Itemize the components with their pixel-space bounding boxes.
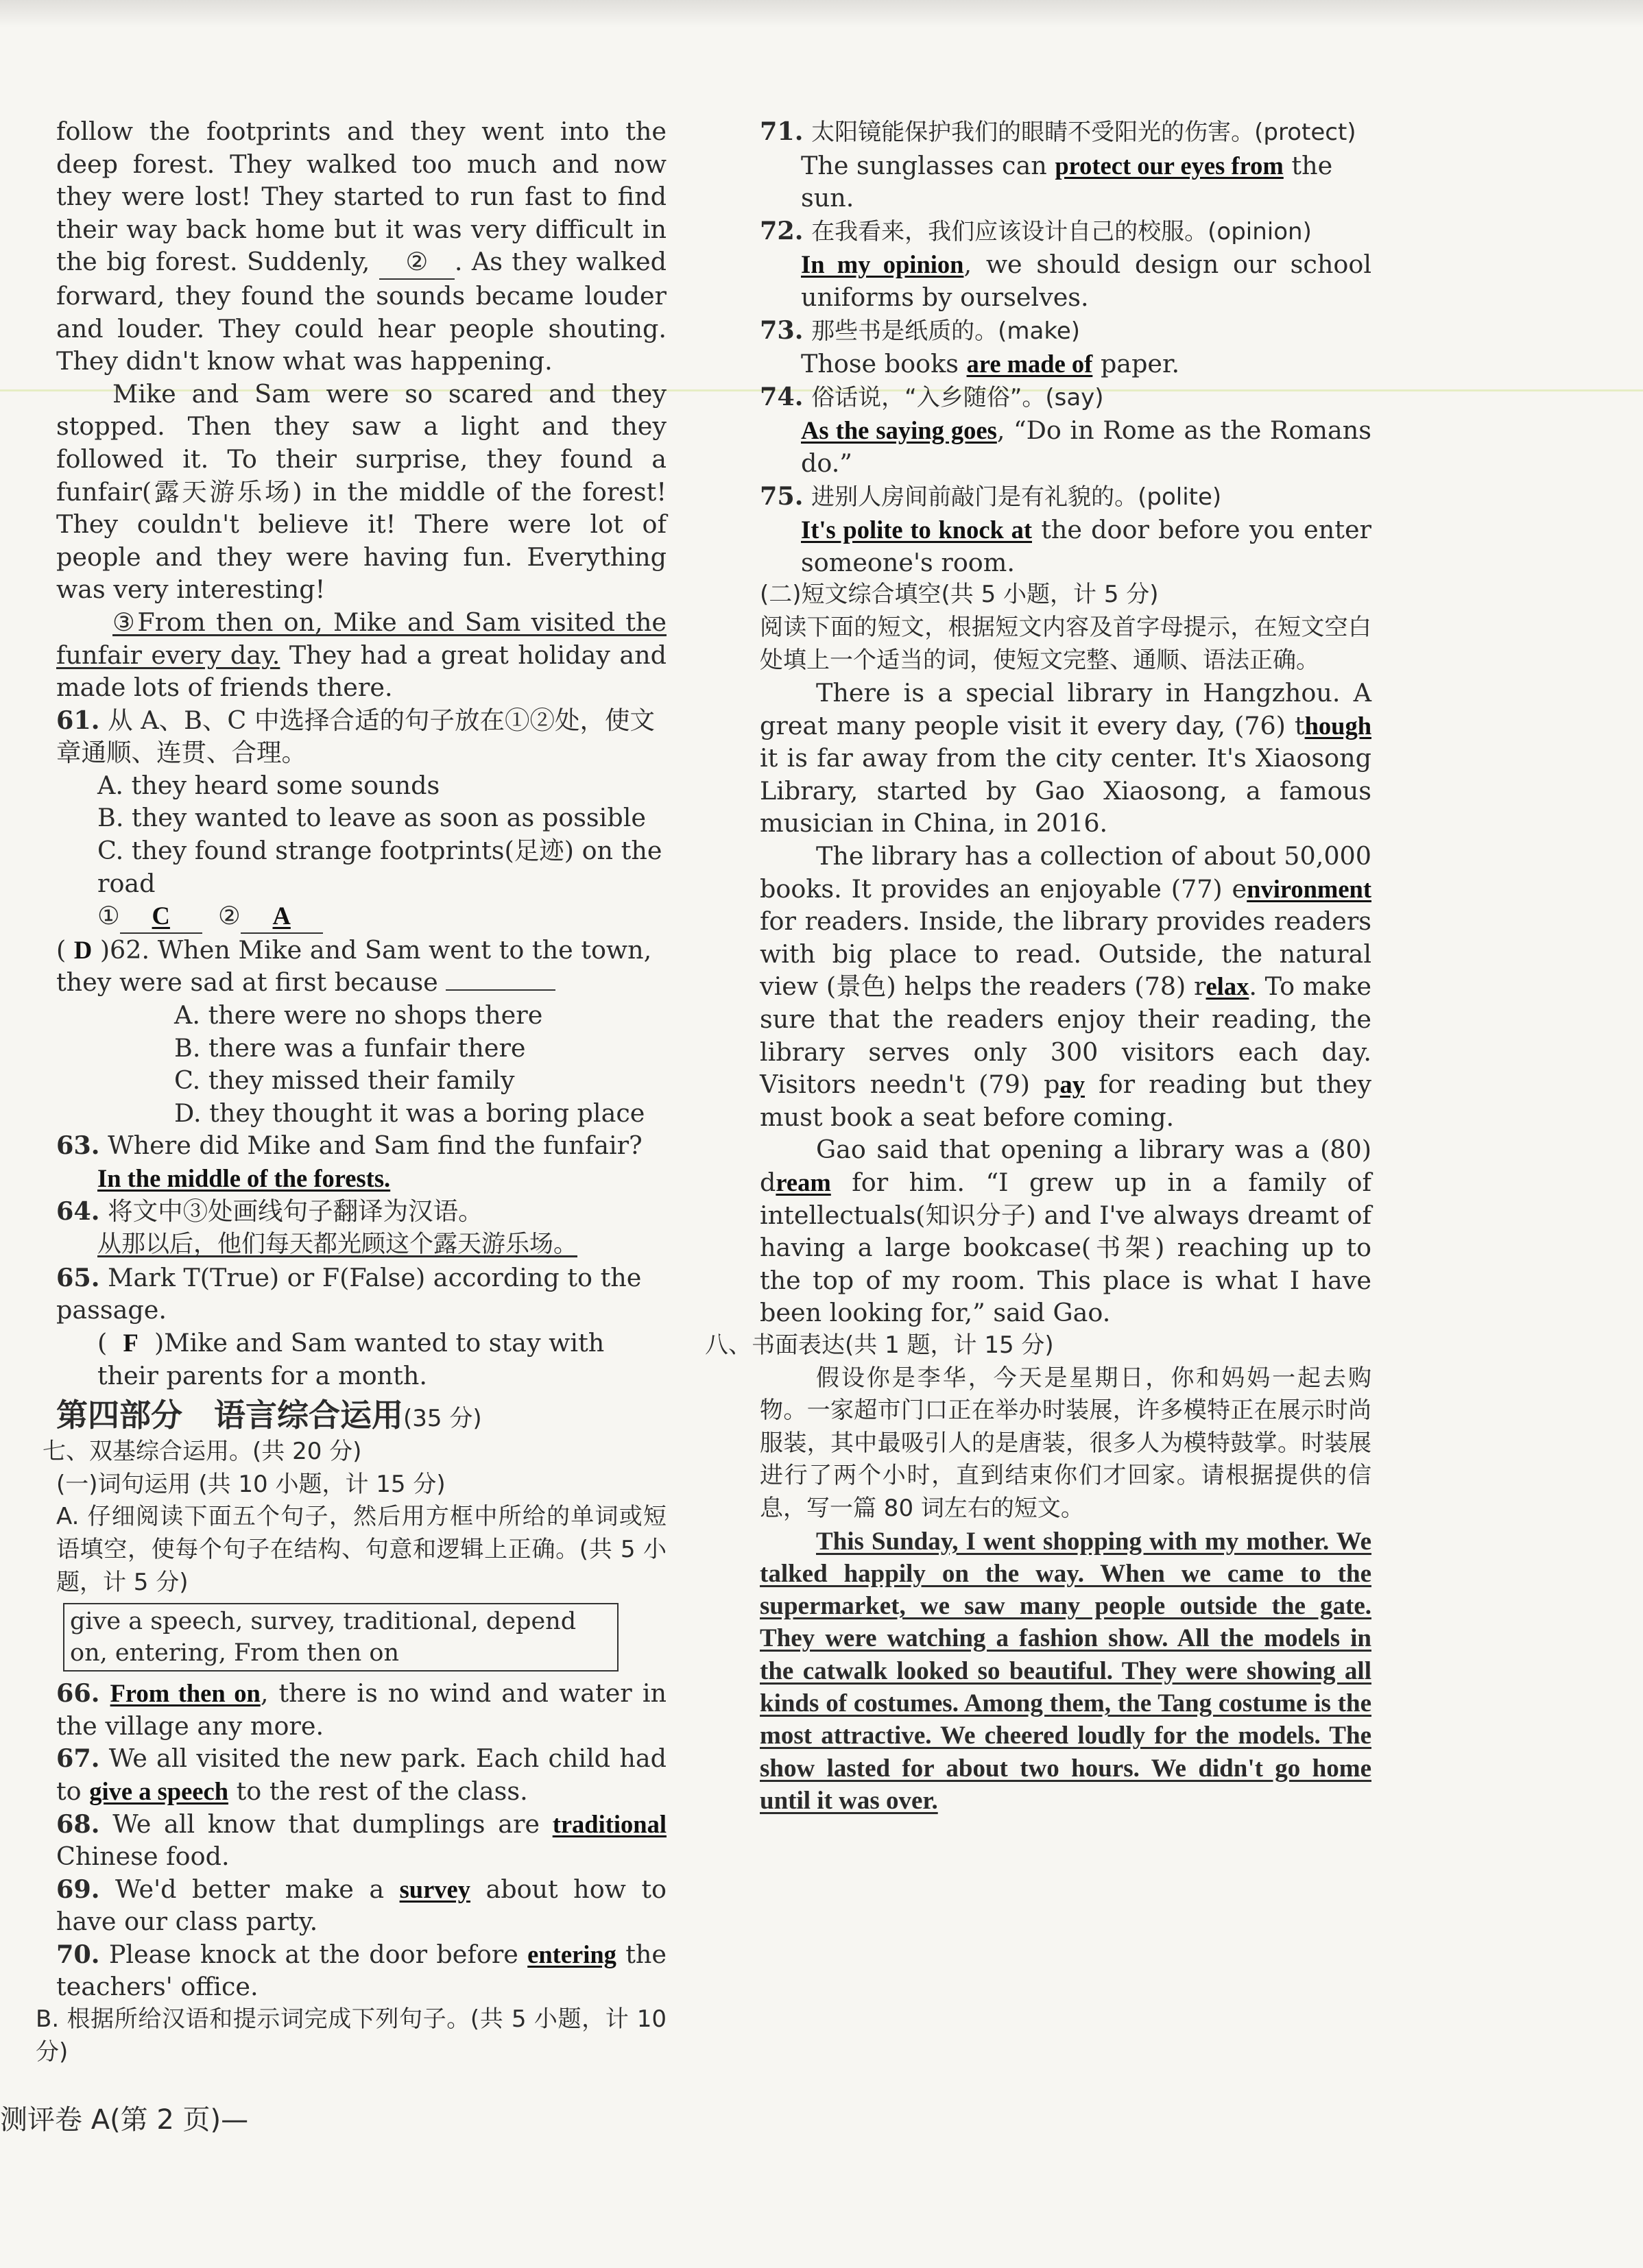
essay-answer[interactable]: This Sunday, I went shopping with my mother. We talked happily on the way. When we came to the supermarket, we saw many people outside the gate. They were watching a fashion show. All the models in the catwalk looked so beautiful. They were showing all kinds of costumes. Among them, the Tang costume is the most attractive. We cheered loudly for the models. The show lasted for about two hours. We didn't go home until it was over. [760, 1527, 1371, 1815]
answer-68[interactable]: traditional [552, 1809, 667, 1838]
answer-73[interactable]: are made of [966, 350, 1093, 378]
left-column [36, 115, 667, 2068]
answer-69[interactable]: survey [399, 1874, 470, 1903]
question-67: 67. We all visited the new park. Each child had to give a speech to the rest of the class. [56, 1744, 667, 1806]
answer-72[interactable]: In my opinion [801, 250, 964, 279]
page-footer: 测评卷 A(第 2 页)— [0, 2104, 249, 2136]
answer-75[interactable]: It's polite to knock at [801, 516, 1032, 544]
question-74: 74. 俗话说，“入乡随俗”。(say) As the saying goes, “Do in Rome as the Romans do.” [760, 381, 1371, 478]
question-66: 66. From then on, there is no wind and water in the village any more. [56, 1678, 667, 1741]
answer-77[interactable]: nvironment [1247, 874, 1371, 903]
question-65: 65. Mark T(True) or F(False) according to the passage. ( F )Mike and Sam wanted to stay with their parents for a month. [56, 1262, 642, 1390]
question-75: 75. 进别人房间前敲门是有礼貌的。(polite) It's polite to knock at the door before you enter someone's room. [760, 481, 1371, 577]
section2-instructions: 阅读下面的短文，根据短文内容及首字母提示，在短文空白处填上一个适当的词，使短文完整、通顺、语法正确。 [760, 613, 1371, 674]
question-61: 61. 从 A、B、C 中选择合适的句子放在①②处，使文章通顺、连贯、合理。 A. they heard some sounds B. they wanted to leave as soon as possible C. they found strange footprints(足迹) on the road ① C ② A [56, 704, 667, 934]
answer-78[interactable]: elax [1206, 972, 1249, 1001]
section7-1-heading: (一)词句运用 (共 10 小题，计 15 分) [56, 1470, 446, 1498]
cloze-paragraph-3: Gao said that opening a library was a (80) dream for him. “I grew up in a family of intellectuals(知识分子) and I've always dreamt of having a large bookcase(书架) reaching up to the top of my room. This place is what I have been looking for,” said Gao. [760, 1135, 1371, 1328]
answer-70[interactable]: entering [527, 1940, 616, 1968]
cloze-paragraph-1: There is a special library in Hangzhou. A great many people visit it every day, (76) though it is far away from the city center. It's Xiaosong Library, started by Gao Xiaosong, a famous musician in China, in 2016. [760, 678, 1371, 839]
part4-heading: 第四部分 语言综合运用(35 分) [56, 1397, 482, 1434]
writing-prompt: 假设你是李华，今天是星期日，你和妈妈一起去购物。一家超市门口正在举办时装展，许多模特正在展示时尚服装，其中最吸引人的是唐装，很多人为模特鼓掌。时装展进行了两个小时，直到结束你们才回家。请根据提供的信息，写一篇 80 词左右的短文。 [760, 1364, 1371, 1522]
answer-67[interactable]: give a speech [89, 1776, 229, 1805]
word-box: give a speech, survey, traditional, depend on, entering, From then on [63, 1603, 619, 1672]
section8-heading: 八、书面表达(共 1 题，计 15 分) [705, 1331, 1054, 1359]
answer-80[interactable]: ream [776, 1168, 831, 1196]
answer-63[interactable]: In the middle of the forests. [97, 1164, 391, 1192]
question-63: 63. Where did Mike and Sam find the funfair? In the middle of the forests. [56, 1131, 643, 1192]
section7-A-instructions: A. 仔细阅读下面五个句子，然后用方框中所给的单词或短语填空，使每个句子在结构、句意和逻辑上正确。(共 5 小题，计 5 分) [56, 1503, 667, 1596]
right-column [705, 115, 1371, 1817]
answer-65[interactable]: F [123, 1328, 139, 1357]
cloze-paragraph-2: The library has a collection of about 50,000 books. It provides an enjoyable (77) environment for readers. Inside, the library provides readers with big place to read. Outside, the natural view (景色) helps the readers (78) relax. To make sure that the readers enjoy their reading, the library serves only 300 visitors each day. Visitors needn't (79) pay for reading but they must book a seat before coming. [760, 841, 1371, 1132]
answer-61-2[interactable]: A [241, 900, 323, 934]
question-70: 70. Please knock at the door before entering the teachers' office. [56, 1939, 667, 2002]
answer-62[interactable]: D [73, 935, 93, 964]
answer-61-1[interactable]: C [120, 900, 202, 934]
scan-top-edge [0, 0, 1643, 27]
question-73: 73. 那些书是纸质的。(make) Those books are made of paper. [760, 315, 1180, 379]
passage-paragraph-3: ③From then on, Mike and Sam visited the funfair every day. They had a great holiday and made lots of friends there. [56, 607, 667, 703]
section2-heading: (二)短文综合填空(共 5 小题，计 5 分) [760, 581, 1159, 609]
answer-79[interactable]: ay [1059, 1070, 1085, 1099]
passage-paragraph-2: Mike and Sam were so scared and they stopped. Then they saw a light and they followed it. To their surprise, they found a funfair(露天游乐场) in the middle of the forest! They couldn't believe it! There were lot of people and they were having fun. Everything was very interesting! [56, 378, 667, 605]
section7-B-instructions: B. 根据所给汉语和提示词完成下列句子。(共 5 小题，计 10 分) [36, 2005, 667, 2066]
question-72: 72. 在我看来，我们应该设计自己的校服。(opinion) In my opinion, we should design our school uniforms by ourselves. [760, 215, 1371, 312]
answer-71[interactable]: protect our eyes from [1055, 151, 1284, 180]
question-69: 69. We'd better make a survey about how to have our class party. [56, 1874, 667, 1937]
question-64: 64. 将文中③处画线句子翻译为汉语。 从那以后，他们每天都光顾这个露天游乐场。 [56, 1196, 578, 1259]
section7-heading: 七、双基综合运用。(共 20 分) [43, 1438, 362, 1466]
answer-74[interactable]: As the saying goes [801, 416, 997, 445]
answer-76[interactable]: hough [1304, 711, 1371, 740]
answer-64[interactable]: 从那以后，他们每天都光顾这个露天游乐场。 [97, 1231, 578, 1259]
question-62: ( D )62. When Mike and Sam went to the town, they were sad at first because A. there were no shops there B. there was a funfair there C. they missed their family D. they thought it was a boring place [56, 934, 652, 1128]
question-71: 71. 太阳镜能保护我们的眼睛不受阳光的伤害。(protect) The sunglasses can protect our eyes from the sun. [760, 117, 1356, 213]
question-68: 68. We all know that dumplings are traditional Chinese food. [56, 1809, 667, 1872]
answer-66[interactable]: From then on [110, 1679, 261, 1708]
passage-paragraph-1: follow the footprints and they went into the deep forest. They walked too much and now they were lost! They started to run fast to find their way back home but it was very difficult in the big forest. Suddenly, ② . As they walked forward, they found the sounds became louder and louder. They could hear people shouting. They didn't know what was happening. [56, 117, 667, 376]
